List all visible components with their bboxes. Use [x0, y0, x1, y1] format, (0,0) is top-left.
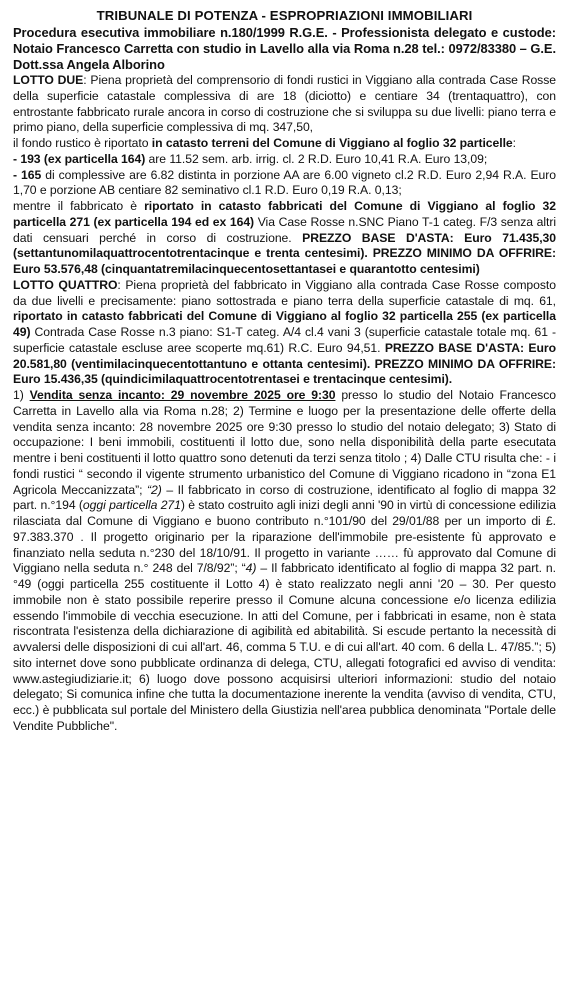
- conditions-text-4: – Il fabbricato identificato al foglio di mappa 32 part. n.°49 (oggi particella 255 costituente il Lotto 4) è stato realizzato negli anni '20 – 30. Per questo immobile non è stato possibile reperire presso il Comune alcuna concessione e/o licenza edilizia essendo l'immobile di vecchia esecuzione. In atti del Comune, per i fabbricati in esame, non è stata riscontrata l'esistenza della dichiarazione di agibilità ed abitabilità. Si escude pertanto la necessità di avvalersi delle disposizioni di cui all'art. 46, comma 5 T.U. e di cui all'art. 40 com. 6 della L. 47/85.”; 5) sito internet dove sono pubblicate ordinanza di delega, CTU, allegati fotografici ed avviso di vendita: www.astegiudiziarie.it; 6) luogo dove possono acquisirsi ulteriori informazioni: studio del notaio delegato; Si comunica infine che tutta la documentazione inerente la vendita (avviso di vendita, CTU, ecc.) è pubblicata sul portale del Ministero della Giustizia nell'area pubblica denominata "Portale delle Vendite Pubbliche".: [13, 561, 556, 733]
- parcel-193-details: are 11.52 sem. arb. irrig. cl. 2 R.D. Euro 10,41 R.A. Euro 13,09;: [145, 151, 488, 166]
- lot-two-building: [13, 199, 556, 278]
- lot-four-details: Contrada Case Rosse n.3 piano: S1-T categ. A/4 cl.4 vani 3 (superficie catastale totale mq. 61 - superficie catastale escluse aree scoperte mq.61) R.C. Euro 94,51.: [13, 325, 556, 355]
- conditions-italic-4: 4): [245, 561, 257, 576]
- sale-date: Vendita senza incanto: 29 novembre 2025 ore 9:30: [29, 388, 336, 402]
- conditions-text-1: presso lo studio del Notaio Francesco Carretta in Lavello alla via Roma n.28; 2) Termine e luogo per la presentazione delle offerte della vendita senza incanto: 28 novembre 2025 ore 9:30 presso lo studio del notaio delegato; 3) Stato di occupazione: I beni immobili, costituenti il lotto due, sono nella disponibilità della parte esecutata mentre i beni costituenti il lotto quattro sono detenuti da terzi senza titolo ; 4) Dalle CTU risulta che: - i fondi rustici “ secondo il vigente strumento urbanistico del Comune di Viggiano ricadono in “zona E1 Agricola Meccanizzata”;: [13, 388, 556, 497]
- lot-four-desc: : Piena proprietà del fabbricato in Viggiano alla contrada Case Rosse composto da due livelli e precisamente: piano sottostrada e piano terra della superficie catastale di mq. 61,: [13, 277, 556, 308]
- sale-conditions: [13, 388, 556, 735]
- lot-two-label: LOTTO DUE: [13, 73, 84, 87]
- lot-two-price: PREZZO BASE D'ASTA: Euro 71.435,30 (settantunomilaquattrocentotrentacinque e trenta centesimi). PREZZO MINIMO DA OFFRIRE: Euro 53.576,48 (cinquantatremilacinquecentosettantasei e quarantotto centesimi): [13, 230, 556, 276]
- parcel-193: [13, 152, 556, 168]
- parcel-193-id: - 193 (ex particella 164): [13, 151, 146, 166]
- catasto-prefix: il fondo rustico è riportato: [13, 136, 152, 150]
- parcel-165-details: di complessive are 6.82 distinta in porzione AA are 6.00 vigneto cl.2 R.D. Euro 2,94 R.A. Euro 1,70 e porzione AB centiare 82 seminativo cl.1 R.D. Euro 0,19 R.A. 0,13;: [13, 167, 556, 198]
- lot-two-catasto: [13, 136, 556, 152]
- conditions-italic-3: oggi particella 271: [82, 498, 181, 513]
- parcel-165: [13, 168, 556, 200]
- building-catasto: riportato in catasto fabbricati del Comune di Viggiano al foglio 32 particella 271 (ex particella 194 ed ex 164): [13, 199, 556, 229]
- item-one-number: 1): [13, 388, 30, 402]
- conditions-italic-2: “2): [147, 482, 162, 497]
- conditions-text-3: ) è stato costruito agli inizi degli anni '90 in virtù di concessione edilizia rilasciata dal Comune di Viggiano e buono contributo n.°101/90 del 29/01/88 per un importo di £. 97.383.370 . Il progetto originario per la riparazione dell'immobile pre-esistente fù approvato e finanziato nella seduta n.°230 del 18/10/91. Il progetto in variante …… fù approvato dal Comune di Viggiano nella seduta n.° 248 del 7/8/92”; “: [13, 498, 557, 576]
- notice-title: TRIBUNALE DI POTENZA - ESPROPRIAZIONI IMMOBILIARI: [96, 8, 473, 23]
- catasto-terreni: in catasto terreni del Comune di Viggiano al foglio 32 particelle: [151, 136, 513, 150]
- building-prefix: mentre il fabbricato è: [13, 199, 145, 213]
- lot-four-description: [13, 278, 556, 388]
- parcel-165-id: - 165: [13, 167, 42, 182]
- lot-two-desc: : Piena proprietà del comprensorio di fondi rustici in Viggiano alla contrada Case Rosse della superficie catastale complessiva di are 18 (diciotto) e centiare 34 (trentaquattro), con entrostante fabbricato rurale ancora in corso di costruzione che si sviluppa su due livelli: piano terra e primo piano, della superficie complessiva di mq. 347,50,: [13, 73, 556, 135]
- building-details: Via Case Rosse n.SNC Piano T-1 categ. F/3 senza altri dati censuari perché in corso di costruzione.: [13, 214, 556, 245]
- lot-four-label: LOTTO QUATTRO: [13, 277, 118, 292]
- lot-two-description: [13, 73, 556, 136]
- lot-four-catasto: riportato in catasto fabbricati del Comune di Viggiano al foglio 32 particella 255 (ex particella 49): [13, 309, 556, 339]
- conditions-text-2: – Il fabbricato in corso di costruzione, identificato al foglio di mappa 32 part. n.°194 (: [13, 482, 556, 513]
- catasto-colon: :: [512, 136, 517, 150]
- lot-four-price: PREZZO BASE D'ASTA: Euro 20.581,80 (ventimilacinquecentottantuno e ottanta centesimi). PREZZO MINIMO DA OFFRIRE: Euro 15.436,35 (quindicimilaquattrocentotrentasei e trentacinque centesimi).: [13, 340, 556, 387]
- procedure-header: Procedura esecutiva immobiliare n.180/1999 R.G.E. - Professionista delegato e custode: Notaio Francesco Carretta con studio in Lavello alla via Roma n.28 tel.: 0972/83380 – G.E. Dott.ssa Angela Alborino: [13, 25, 556, 72]
